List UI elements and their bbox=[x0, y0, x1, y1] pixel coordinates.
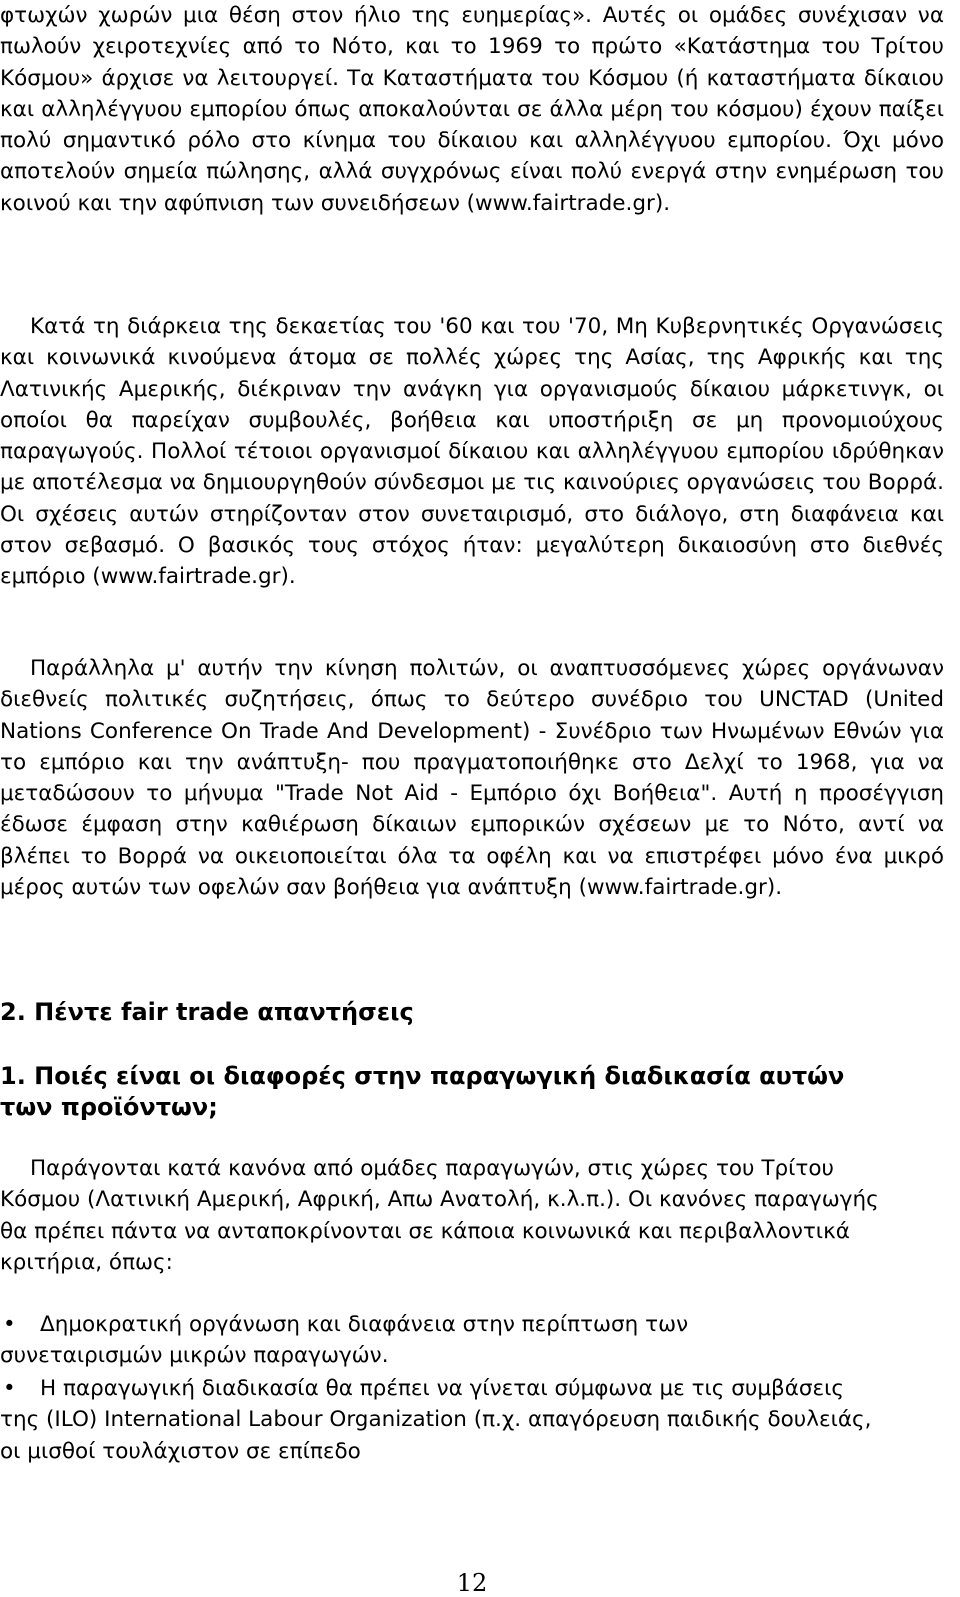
paragraph-text: Παράλληλα μ' αυτήν την κίνηση πολιτών, οι αναπτυσσόμενες χώρες οργάνωναν διεθνείς πολιτικές συζητήσεις, όπως το δεύτερο συνέδριο του UNCTAD (United Nations Conference On Trade And Development) - Συνέδριο των Ηνωμένων Εθνών για το εμπόριο και την ανάπτυξη- που πραγματοποιήθηκε στο Δελχί το 1968, για να μεταδώσουν το μήνυμα "Trade Not Aid - Εμπόριο όχι Βοήθεια". Αυτή η προσέγγιση έδωσε έμφαση στην καθιέρωση δίκαιων εμπορικών σχέσεων με το Νότο, αντί να βλέπει το Βορρά να οικειοποιείται όλα τα οφέλη και να επιστρέφει μόνο ένα μικρό μέρος αυτών των οφελών σαν βοήθεια για ανάπτυξη (www.fairtrade.gr). bbox=[0, 656, 944, 901]
bullet-icon: • bbox=[3, 1376, 16, 1401]
section-heading: 2. Πέντε fair trade απαντήσεις bbox=[0, 998, 414, 1026]
paragraph-text: Κατά τη διάρκεια της δεκαετίας του '60 και του '70, Μη Κυβερνητικές Οργανώσεις και κοινωνικά κινούμενα άτομα σε πολλές χώρες της Ασίας, της Αφρικής και της Λατινικής Αμερικής, διέκριναν την ανάγκη για οργανισμούς δίκαιου μάρκετινγκ, οι οποίοι θα παρείχαν συμβουλές, βοήθεια και υποστήριξη σε μη προνομιούχους παραγωγούς. Πολλοί τέτοιοι οργανισμοί δίκαιου και αλληλέγγυου εμπορίου ιδρύθηκαν με αποτέλεσμα να δημιουργηθούν σύνδεσμοι με τις καινούριες οργανώσεις του Βορρά. Οι σχέσεις αυτών στηρίζονταν στον συνεταιρισμό, στο διάλογο, στη διαφάνεια και στον σεβασμό. Ο βασικός τους στόχος ήταν: μεγαλύτερη δικαιοσύνη στο διεθνές εμπόριο (www.fairtrade.gr). bbox=[0, 314, 944, 590]
paragraph-world-shops bbox=[0, 0, 944, 219]
paragraph-ngo-organizations bbox=[0, 311, 944, 593]
paragraph-text: φτωχών χωρών μια θέση στον ήλιο της ευημερίας». Αυτές οι ομάδες συνέχισαν να πωλούν χειροτεχνίες από το Νότο, και το 1969 το πρώτο «Κατάστημα του Τρίτου Κόσμου» άρχισε να λειτουργεί. Τα Καταστήματα του Κόσμου (ή καταστήματα δίκαιου και αλληλέγγυου εμπορίου όπως αποκαλούνται σε άλλα μέρη του κόσμου) έχουν παίξει πολύ σημαντικό ρόλο στο κίνημα του δίκαιου και αλληλέγγυου εμπορίου. Όχι μόνο αποτελούν σημεία πώλησης, αλλά συγχρόνως είναι πολύ ενεργά στην ενημέρωση του κοινού και την αφύπνιση των συνειδήσεων (www.fairtrade.gr). bbox=[0, 3, 944, 216]
bullet-icon: • bbox=[3, 1312, 16, 1337]
bullet-text: Δημοκρατική οργάνωση και διαφάνεια στην περίπτωση των συνεταιρισμών μικρών παραγωγών. bbox=[0, 1312, 689, 1369]
bullet-item-ilo-conventions bbox=[0, 1373, 880, 1467]
page-number: 12 bbox=[456, 1569, 488, 1597]
paragraph-text: Παράγονται κατά κανόνα από ομάδες παραγωγών, στις χώρες του Τρίτου Κόσμου (Λατινική Αμερική, Αφρική, Απω Ανατολή, κ.λ.π.). Οι κανόνες παραγωγής θα πρέπει πάντα να ανταποκρίνονται σε κάποια κοινωνικά και περιβαλλοντικά κριτήρια, όπως: bbox=[0, 1156, 879, 1275]
paragraph-production-rules bbox=[0, 1153, 900, 1278]
bullet-item-democratic-organization bbox=[0, 1309, 820, 1372]
bullet-text: Η παραγωγική διαδικασία θα πρέπει να γίνεται σύμφωνα με τις συμβάσεις της (ILO) International Labour Organization (π.χ. απαγόρευση παιδικής δουλειάς, οι μισθοί τουλάχιστον σε επίπεδο bbox=[0, 1376, 872, 1464]
paragraph-unctad bbox=[0, 653, 944, 903]
question-heading: 1. Ποιές είναι οι διαφορές στην παραγωγική διαδικασία αυτών των προϊόντων; bbox=[0, 1062, 845, 1122]
